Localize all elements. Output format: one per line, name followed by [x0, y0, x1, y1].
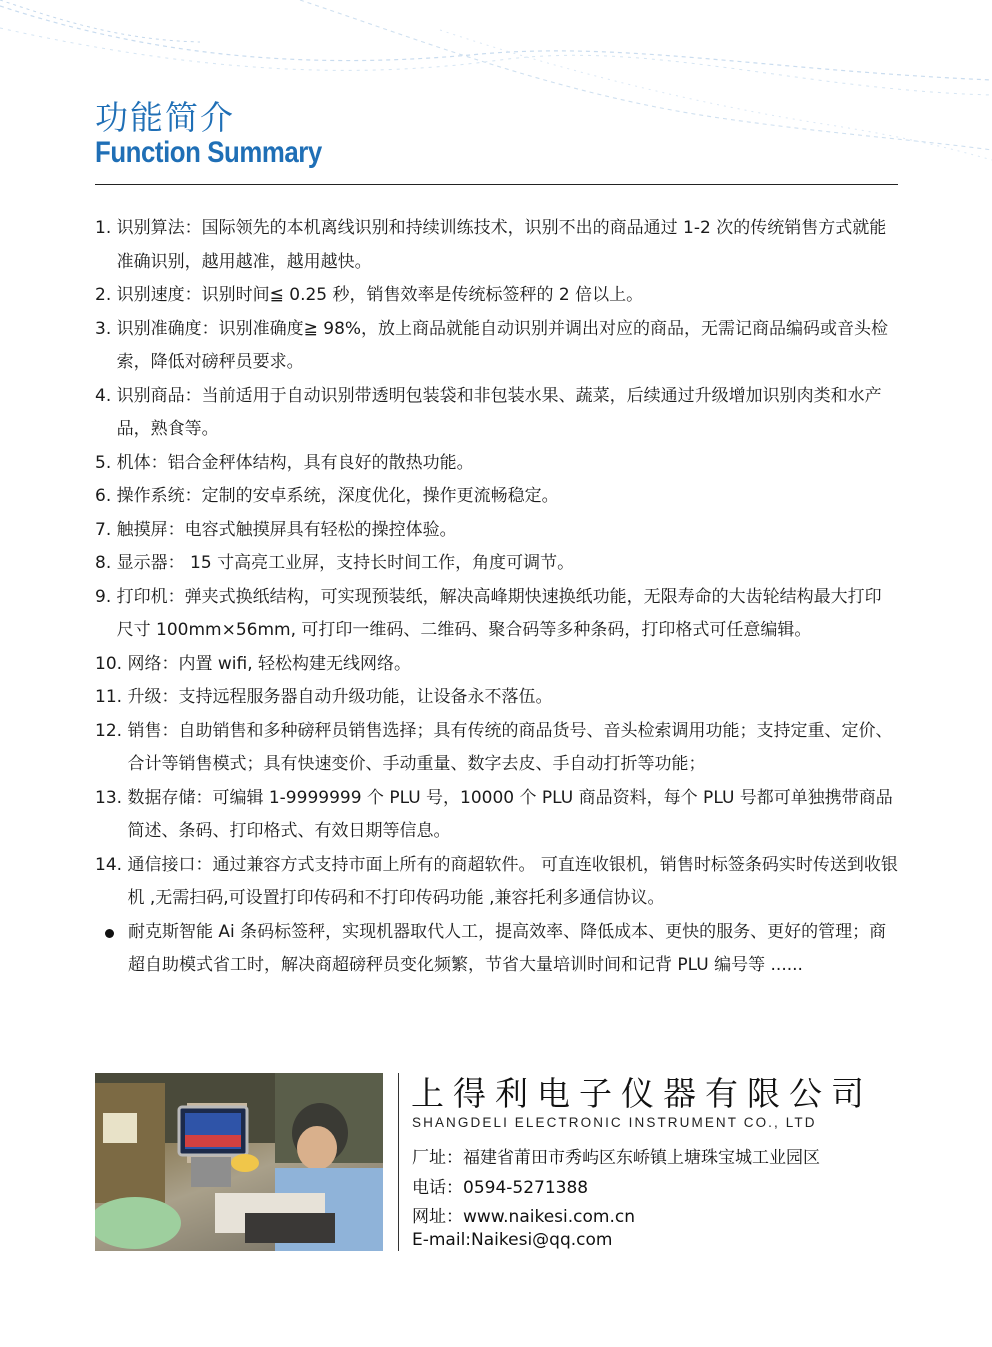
feature-text: 销售：自助销售和多种磅秤员销售选择；具有传统的商品货号、音头检索调用功能；支持定重、定价、合计等销售模式；具有快速变价、手动重量、数字去皮、手自动打折等功能； — [127, 720, 893, 774]
company-address: 厂址：福建省莆田市秀屿区东峤镇上塘珠宝城工业园区 — [412, 1148, 820, 1168]
feature-number: 4. — [95, 385, 117, 406]
feature-number: 2. — [95, 285, 117, 305]
feature-text: 识别准确度：识别准确度≧ 98%，放上商品就能自动识别并调出对应的商品，无需记商品编码或音头检索，降低对磅秤员要求。 — [116, 318, 889, 372]
feature-number: 6. — [95, 486, 117, 506]
feature-item — [95, 279, 898, 313]
heading-divider — [95, 184, 898, 185]
feature-text: 网络：内置 wifi, 轻松构建无线网络。 — [127, 653, 411, 674]
feature-item — [95, 447, 898, 481]
feature-list — [95, 212, 898, 983]
feature-text: 数据存储：可编辑 1-9999999 个 PLU 号，10000 个 PLU 商品资料，每个 PLU 号都可单独携带商品简述、条码、打印格式、有效日期等信息。 — [127, 787, 893, 841]
feature-number: 1. — [95, 218, 117, 238]
feature-item — [95, 547, 898, 581]
feature-item — [95, 782, 898, 849]
company-name-cn: 上得利电子仪器有限公司 — [411, 1074, 873, 1113]
feature-item — [95, 648, 898, 682]
bullet-dot-icon — [95, 916, 128, 983]
feature-item — [95, 380, 898, 447]
feature-number: 3. — [95, 318, 117, 339]
feature-item — [95, 681, 898, 715]
footer-divider — [398, 1073, 399, 1251]
feature-text: 识别算法：国际领先的本机离线识别和持续训练技术，识别不出的商品通过 1-2 次的传统销售方式就能准确识别，越用越准，越用越快。 — [116, 218, 887, 272]
feature-number: 12. — [95, 720, 128, 741]
feature-text: 识别商品：当前适用于自动识别带透明包装袋和非包装水果、蔬菜，后续通过升级增加识别肉类和水产品，熟食等。 — [116, 385, 882, 439]
feature-number: 10. — [95, 653, 128, 674]
feature-number: 7. — [95, 519, 117, 540]
feature-number: 8. — [95, 553, 117, 573]
feature-item — [95, 480, 898, 514]
feature-item — [95, 581, 898, 648]
store-scene-illustration — [95, 1073, 383, 1251]
feature-item — [95, 715, 898, 782]
page-title-cn: 功能简介 — [95, 98, 235, 137]
feature-text: 显示器： 15 寸高亮工业屏，支持长时间工作，角度可调节。 — [116, 553, 575, 573]
feature-number: 13. — [95, 787, 128, 808]
feature-text: 触摸屏：电容式触摸屏具有轻松的操控体验。 — [116, 519, 457, 540]
company-website: 网址：www.naikesi.com.cn — [412, 1207, 635, 1227]
feature-text: 通信接口：通过兼容方式支持市面上所有的商超软件。 可直连收银机，销售时标签条码实时传送到收银机 ,无需扫码,可设置打印传码和不打印传码功能 ,兼容托利多通信协议。 — [127, 854, 898, 908]
company-phone: 电话：0594-5271388 — [412, 1178, 589, 1198]
feature-item — [95, 212, 898, 279]
feature-item — [95, 514, 898, 548]
summary-text: 耐克斯智能 Ai 条码标签秤，实现机器取代人工，提高效率、降低成本、更快的服务、更好的管理；商超自助模式省工时，解决商超磅秤员变化频繁，节省大量培训时间和记背 PLU 编号等 ...... — [128, 921, 887, 975]
feature-item — [95, 849, 898, 916]
feature-text: 操作系统：定制的安卓系统，深度优化，操作更流畅稳定。 — [116, 486, 559, 506]
feature-text: 升级：支持远程服务器自动升级功能，让设备永不落伍。 — [127, 687, 553, 707]
feature-number: 5. — [95, 452, 117, 473]
feature-number: 14. — [95, 854, 128, 875]
summary-bullet-item — [95, 916, 898, 983]
feature-text: 机体：铝合金秤体结构，具有良好的散热功能。 — [116, 452, 474, 473]
feature-text: 打印机：弹夹式换纸结构，可实现预装纸，解决高峰期快速换纸功能，无限寿命的大齿轮结构最大打印尺寸 100mm×56mm, 可打印一维码、二维码、聚合码等多种条码，打印格式可任意编辑。 — [116, 586, 882, 640]
feature-text: 识别速度：识别时间≦ 0.25 秒，销售效率是传统标签秤的 2 倍以上。 — [116, 285, 644, 305]
company-email: E-mail:Naikesi@qq.com — [412, 1230, 613, 1250]
feature-number: 11. — [95, 687, 128, 707]
feature-number: 9. — [95, 586, 117, 607]
company-name-en: SHANGDELI ELECTRONIC INSTRUMENT CO., LTD — [412, 1115, 817, 1130]
feature-item — [95, 313, 898, 380]
page-title-en: Function Summary — [95, 136, 322, 169]
product-photo — [95, 1073, 383, 1251]
